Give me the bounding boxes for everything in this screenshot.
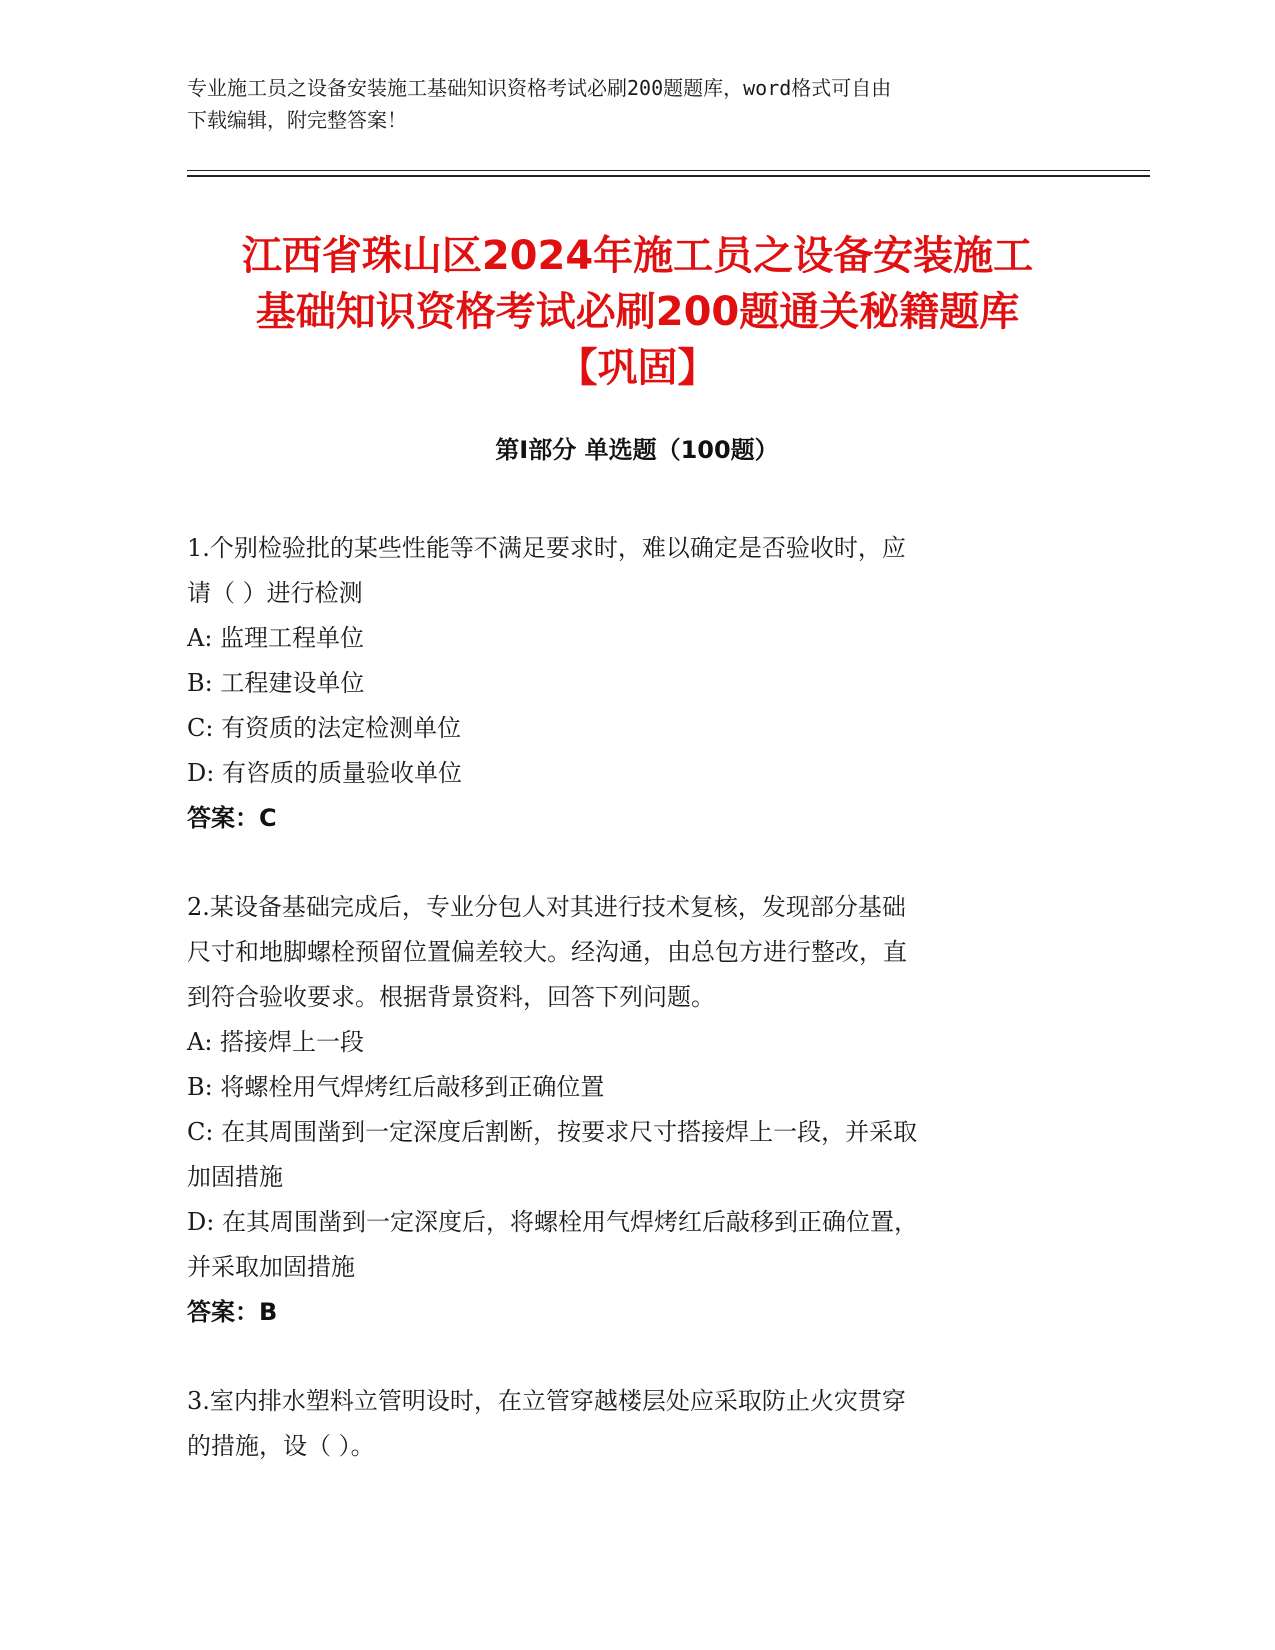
option-a: A: 搭接焊上一段 [187,1028,365,1056]
question-stem: 2.某设备基础完成后，专业分包人对其进行技术复核，发现部分基础 [187,893,906,921]
document-title-line: 【巩固】 [557,345,718,391]
answer-value: C [259,804,277,832]
question-item [187,885,1067,1335]
option-b: B: 工程建设单位 [187,669,365,697]
option-a: A: 监理工程单位 [187,624,365,652]
question-stem: 请（ ）进行检测 [187,579,363,607]
question-stem: 1.个别检验批的某些性能等不满足要求时，难以确定是否验收时，应 [187,534,906,562]
option-c-continued: 加固措施 [187,1163,283,1191]
header-note-line: 下载编辑，附完整答案！ [187,108,407,132]
answer-line [187,796,1067,841]
header-divider-top [187,170,1150,171]
option-b: B: 将螺栓用气焊烤红后敲移到正确位置 [187,1073,605,1101]
question-stem: 到符合验收要求。根据背景资料，回答下列问题。 [187,983,715,1011]
question-item [187,1379,1067,1469]
answer-value: B [259,1298,278,1326]
document-title-line: 江西省珠山区2024年施工员之设备安装施工 [241,233,1034,279]
document-title-line: 基础知识资格考试必刷200题通关秘籍题库 [255,289,1020,335]
option-d-continued: 并采取加固措施 [187,1253,355,1281]
option-c: C: 在其周围凿到一定深度后割断，按要求尺寸搭接焊上一段，并采取 [187,1118,918,1146]
question-list [187,526,1067,1513]
document-title [160,228,1115,396]
header-note-line: 专业施工员之设备安装施工基础知识资格考试必刷200题题库，word格式可自由 [187,76,892,100]
question-stem: 尺寸和地脚螺栓预留位置偏差较大。经沟通，由总包方进行整改，直 [187,938,907,966]
answer-line [187,1290,1067,1335]
answer-label: 答案： [187,804,259,832]
option-c: C: 有资质的法定检测单位 [187,714,462,742]
question-item [187,526,1067,841]
header-divider-bottom [187,175,1150,177]
question-stem: 的措施，设（ ）。 [187,1432,375,1460]
option-d: D: 有咨质的质量验收单位 [187,759,462,787]
section-heading: 第Ⅰ部分 单选题（100题） [495,436,779,464]
question-stem: 3.室内排水塑料立管明设时，在立管穿越楼层处应采取防止火灾贯穿 [187,1387,906,1415]
option-d: D: 在其周围凿到一定深度后，将螺栓用气焊烤红后敲移到正确位置， [187,1208,918,1236]
header-note [187,72,1067,136]
answer-label: 答案： [187,1298,259,1326]
